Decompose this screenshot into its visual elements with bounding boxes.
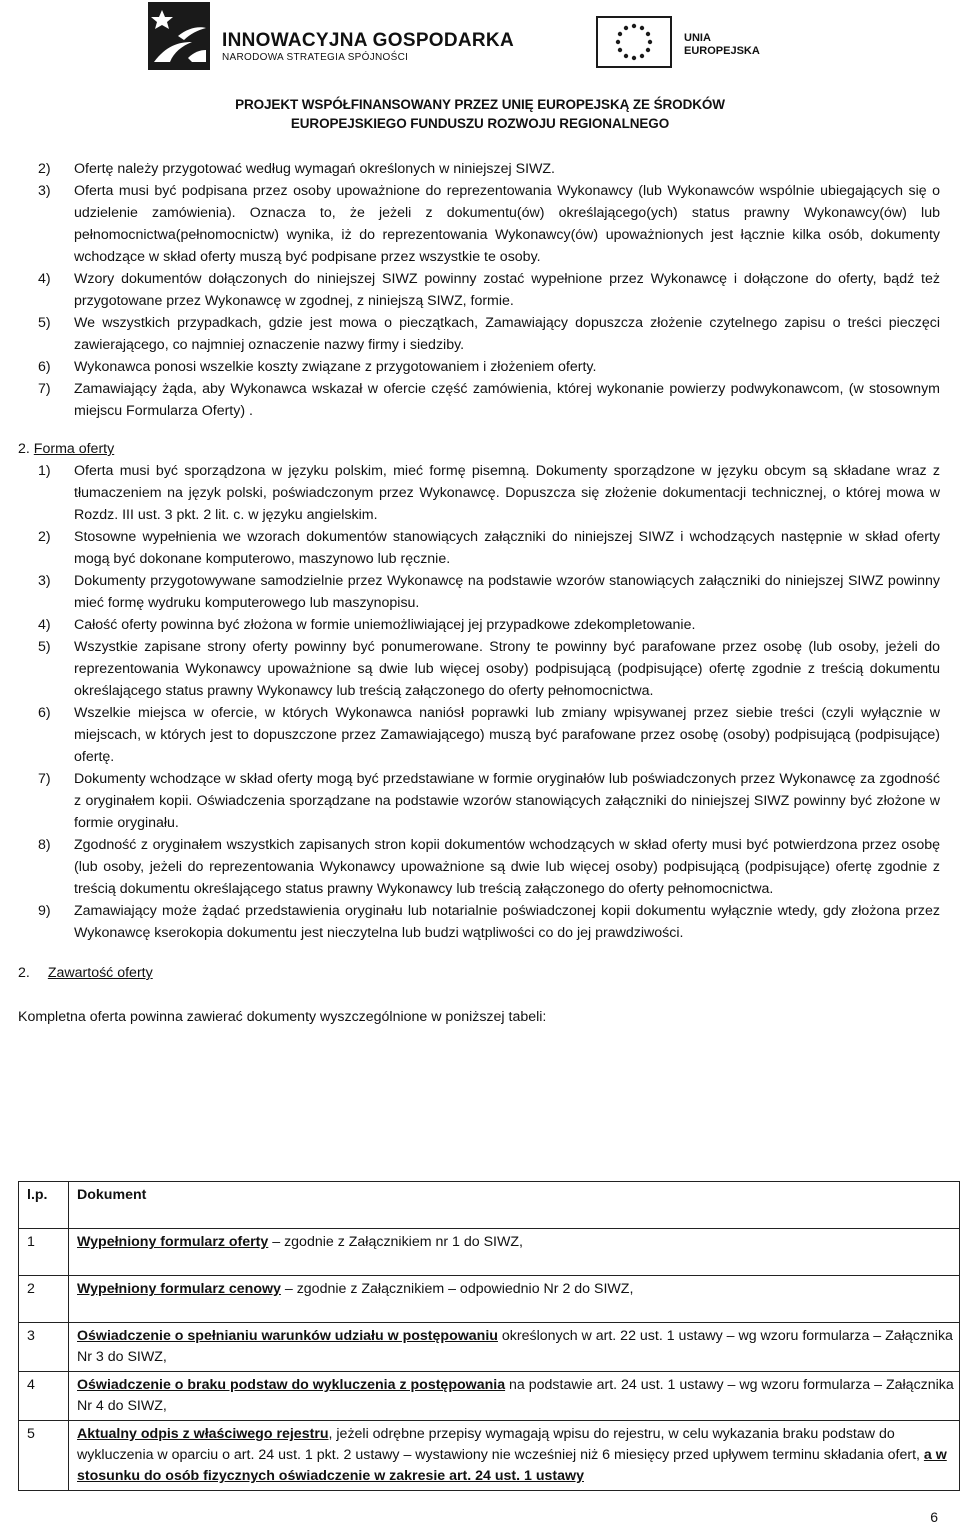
- offer-form-list: [0, 460, 960, 944]
- document-header: [0, 0, 960, 140]
- list-item: 2) Stosowne wypełnienia we wzorach dokumentów stanowiących załączniki do niniejszej SIWZ i wchodzących następnie w skład oferty mogą być dokonane komputerowo, maszynowo lub ręcznie.: [38, 529, 940, 567]
- list-item: 2) Ofertę należy przygotować według wymagań określonych w niniejszej SIWZ.: [38, 161, 556, 177]
- document-body: [0, 158, 960, 1028]
- list-item: 5) We wszystkich przypadkach, gdzie jest mowa o pieczątkach, Zamawiający dopuszcza złożenie czytelnego zapisu o treści pieczęci zawierającego, co najmniej oznaczenie nazwy firmy i siedziby.: [38, 315, 940, 353]
- page-number: 6: [930, 1509, 938, 1525]
- list-item: 9) Zamawiający może żądać przedstawienia oryginału lub notarialnie poświadczonej kopii dokumentu wyłącznie wtedy, gdy złożona przez Wykonawcę kserokopia dokumentu jest nieczytelna lub budzi wątpliwości co do jej prawdziwości.: [38, 903, 940, 941]
- row-number: 3: [19, 1323, 69, 1372]
- eu-flag-icon: [596, 16, 672, 68]
- logo-title: INNOWACYJNA GOSPODARKA: [222, 30, 514, 51]
- table-row: [19, 1323, 960, 1372]
- document-cell: Aktualny odpis z właściwego rejestru, jeżeli odrębne przepisy wymagają wpisu do rejestru, w celu wykazania braku podstaw do wykluczenia w oparciu o art. 24 ust. 1 pkt. 2 ustawy – wystawiony nie wcześniej niż 6 miesięcy przed upływem terminu składania ofert, a w stosunku do osób fizycznych oświadczenie w zakresie art. 24 ust. 1 ustawy: [69, 1421, 960, 1491]
- project-cofinancing-line2: EUROPEJSKIEGO FUNDUSZU ROZWOJU REGIONALNEGO: [290, 116, 670, 131]
- document-cell: Wypełniony formularz oferty – zgodnie z Załącznikiem nr 1 do SIWZ,: [69, 1229, 960, 1276]
- table-header-row: [19, 1182, 960, 1229]
- list-item: 3) Oferta musi być podpisana przez osoby upoważnione do reprezentowania Wykonawcy (lub Wykonawców wspólnie ubiegających się o udzielenie zamówienia). Oznacza to, że jeżeli z dokumentu(ów) określającego(ych) status prawny Wykonawcy(ów) lub pełnomocnictwa(pełnomocnictw) wynika, iż do reprezentowania Wykonawcy(ów) upoważnionych jest łącznie kilka osób, dokumenty wchodzące w skład oferty muszą być podpisane przez wszystkie te osoby.: [38, 183, 940, 265]
- list-item: 7) Dokumenty wchodzące w skład oferty mogą być przedstawiane w formie oryginałów lub poświadczonych przez Wykonawcę za zgodność z oryginałem kopii. Oświadczenia sporządzane na podstawie wzorów stanowiących załączniki do niniejszej SIWZ powinny być złożone w formie oryginału.: [38, 771, 940, 831]
- row-number: 5: [19, 1421, 69, 1491]
- row-number: 4: [19, 1372, 69, 1421]
- offer-rules-list: [0, 158, 960, 422]
- list-item: 6) Wykonawca ponosi wszelkie koszty związane z przygotowaniem i złożeniem oferty.: [38, 359, 597, 375]
- list-item: 3) Dokumenty przygotowywane samodzielnie przez Wykonawcę na podstawie wzorów stanowiących załączniki do niniejszej SIWZ powinny mieć formę wydruku komputerowego lub maszynopisu.: [38, 573, 940, 611]
- document-cell: Oświadczenie o spełnianiu warunków udziału w postępowaniu określonych w art. 22 ust. 1 ustawy – wg wzoru formularza – Załącznika Nr 3 do SIWZ,: [69, 1323, 960, 1372]
- column-header-lp: l.p.: [19, 1182, 69, 1229]
- list-item: 1) Oferta musi być sporządzona w języku polskim, mieć formę pisemną. Dokumenty sporządzone w języku obcym są składane wraz z tłumaczeniem na język polski, poświadczonym przez Wykonawcę. Dopuszcza się złożenie dokumentacji technicznej, o której mowa w Rozdz. III ust. 3 pkt. 2 lit. c. w języku angielskim.: [38, 463, 940, 523]
- list-item: 4) Wzory dokumentów dołączonych do niniejszej SIWZ powinny zostać wypełnione przez Wykonawcę i dołączone do oferty, bądź też przygotowane przez Wykonawcę w zgodnej, z niniejszą SIWZ, formie.: [38, 271, 940, 309]
- innowacyjna-gospodarka-logo-icon: [148, 2, 210, 70]
- list-item: 4) Całość oferty powinna być złożona w formie uniemożliwiającej jej przypadkowe zdekompletowanie.: [38, 617, 696, 633]
- list-item: 8) Zgodność z oryginałem wszystkich zapisanych stron kopii dokumentów wchodzących w skład oferty musi być potwierdzona przez osobę (lub osoby, jeżeli do reprezentowania Wykonawcy upoważnione są dwie lub więcej osoby) podpisującą (podpisujące) ofertę zgodnie z treścią dokumentu określającego status prawny Wykonawcy lub treścią załączonego do oferty pełnomocnictwa.: [38, 837, 940, 897]
- list-item: 5) Wszystkie zapisane strony oferty powinny być ponumerowane. Strony te powinny być parafowane przez osobę (lub osoby, jeżeli do reprezentowania Wykonawcy upoważnione są dwie lub więcej osoby) podpisującą (podpisujące) ofertę zgodnie z treścią dokumentu określającego status prawny Wykonawcy lub treścią załączonego do oferty pełnomocnictwa.: [38, 639, 940, 699]
- document-cell: Wypełniony formularz cenowy – zgodnie z Załącznikiem – odpowiednio Nr 2 do SIWZ,: [69, 1276, 960, 1323]
- document-cell: Oświadczenie o braku podstaw do wykluczenia z postępowania na podstawie art. 24 ust. 1 ustawy – wg wzoru formularza – Załącznika Nr 4 do SIWZ,: [69, 1372, 960, 1421]
- section-heading-zawartosc-oferty: 2. Zawartość oferty: [18, 965, 153, 981]
- project-cofinancing-line1: PROJEKT WSPÓŁFINANSOWANY PRZEZ UNIĘ EUROPEJSKĄ ZE ŚRODKÓW: [235, 97, 725, 112]
- row-number: 1: [19, 1229, 69, 1276]
- list-item: 6) Wszelkie miejsca w ofercie, w których Wykonawca naniósł poprawki lub zmiany wpisywanej przez siebie treści (czyli wyłącznie w miejscach, w których jest to dopuszczone przez Zamawiającego) muszą być parafowane przez osobę (osoby) podpisującą (podpisujące) ofertę.: [38, 705, 940, 765]
- table-row: [19, 1421, 960, 1491]
- row-number: 2: [19, 1276, 69, 1323]
- required-documents-table: [18, 1181, 960, 1491]
- table-row: [19, 1372, 960, 1421]
- eu-label-line2: EUROPEJSKA: [684, 45, 760, 57]
- table-intro-text: Kompletna oferta powinna zawierać dokumenty wyszczególnione w poniższej tabeli:: [18, 1009, 547, 1025]
- eu-label-line1: UNIA: [684, 32, 711, 44]
- eu-label: [684, 32, 760, 58]
- section-heading-forma-oferty: 2. Forma oferty: [18, 441, 115, 457]
- list-item: 7) Zamawiający żąda, aby Wykonawca wskazał w ofercie część zamówienia, której wykonanie powierzy podwykonawcom, (w stosownym miejscu Formularza Oferty) .: [38, 381, 940, 419]
- logo-subtitle: NARODOWA STRATEGIA SPÓJNOŚCI: [222, 52, 409, 63]
- table-row: [19, 1276, 960, 1323]
- table-row: [19, 1229, 960, 1276]
- column-header-dokument: Dokument: [69, 1182, 960, 1229]
